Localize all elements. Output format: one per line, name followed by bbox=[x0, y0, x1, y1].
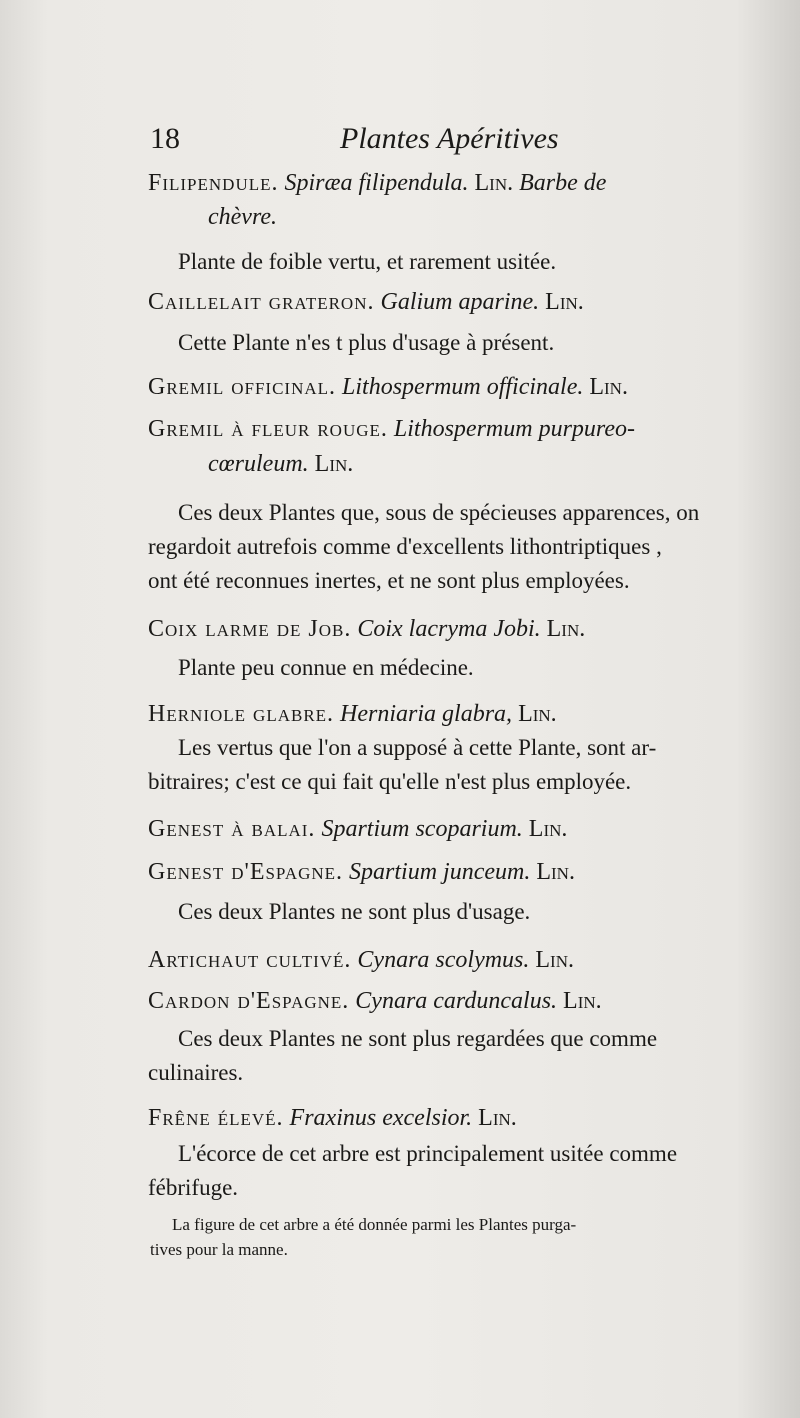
author-abbrev: Lin. bbox=[474, 170, 514, 196]
author-abbrev: Lin. bbox=[535, 947, 574, 973]
paragraph-5 bbox=[148, 731, 748, 799]
author-abbrev: Lin. bbox=[528, 816, 568, 842]
text-line: regardoit autrefois comme d'excellents lithontriptiques , bbox=[148, 534, 662, 559]
paragraph-1 bbox=[148, 245, 778, 279]
plant-name: Cardon d'Espagne. bbox=[148, 988, 350, 1014]
plant-name: Genest d'Espagne. bbox=[148, 859, 344, 885]
author-abbrev: Lin. bbox=[478, 1105, 517, 1131]
author-abbrev: Lin. bbox=[546, 616, 586, 642]
entry-genest-espagne bbox=[148, 855, 748, 889]
latin-name: Spartium scoparium. bbox=[321, 816, 523, 842]
entry-herniole bbox=[148, 697, 748, 731]
latin-name: Lithospermum officinale. bbox=[342, 374, 584, 400]
plant-name: Genest à balai. bbox=[148, 816, 316, 842]
paragraph-6 bbox=[148, 895, 778, 929]
author-abbrev: Lin. bbox=[563, 988, 602, 1014]
author-abbrev: Lin. bbox=[589, 374, 628, 400]
page-number: 18 bbox=[150, 122, 180, 155]
text-line: Plante de foible vertu, et rarement usitée. bbox=[178, 249, 557, 274]
entry-caillelait bbox=[148, 285, 748, 319]
text-line: Plante peu connue en médecine. bbox=[178, 655, 474, 680]
latin-name-cont: cœruleum. bbox=[208, 451, 309, 477]
paragraph-4 bbox=[148, 651, 778, 685]
latin-name: Spiræa filipendula. bbox=[284, 170, 469, 196]
latin-name: Herniaria glabra, bbox=[340, 701, 513, 727]
text-line: culinaires. bbox=[148, 1060, 244, 1085]
running-title: Plantes Apéritives bbox=[340, 122, 559, 155]
text-line: Ces deux Plantes ne sont plus d'usage. bbox=[178, 899, 531, 924]
plant-name: Herniole glabre. bbox=[148, 701, 335, 727]
text-line: bitraires; c'est ce qui fait qu'elle n'est plus employée. bbox=[148, 769, 632, 794]
paragraph-3 bbox=[148, 496, 748, 598]
entry-gremil-fleur-rouge-cont bbox=[148, 447, 800, 481]
latin-name: Coix lacryma Jobi. bbox=[357, 616, 541, 642]
text-line: L'écorce de cet arbre est principalement usitée comme bbox=[178, 1141, 678, 1166]
text-line: ont été reconnues inertes, et ne sont plus employées. bbox=[148, 568, 630, 593]
footnote bbox=[150, 1212, 752, 1262]
common-name: Barbe de bbox=[519, 170, 607, 196]
entry-gremil-officinal bbox=[148, 370, 748, 404]
author-abbrev: Lin. bbox=[314, 451, 354, 477]
entry-artichaut bbox=[148, 943, 748, 977]
plant-name: Gremil à fleur rouge. bbox=[148, 416, 388, 442]
entry-filipendule bbox=[148, 166, 748, 200]
paragraph-2 bbox=[148, 326, 778, 360]
latin-name: Spartium junceum. bbox=[349, 859, 531, 885]
author-abbrev: Lin. bbox=[518, 701, 557, 727]
plant-name: Caillelait grateron. bbox=[148, 289, 375, 315]
entry-frene bbox=[148, 1101, 748, 1135]
plant-name: Frêne élevé. bbox=[148, 1105, 284, 1131]
latin-name: Cynara carduncalus. bbox=[355, 988, 558, 1014]
entry-genest-balai bbox=[148, 812, 748, 846]
author-abbrev: Lin. bbox=[536, 859, 575, 885]
paragraph-8 bbox=[148, 1137, 748, 1205]
latin-name: Galium aparine. bbox=[380, 289, 540, 315]
latin-name: Fraxinus excelsior. bbox=[289, 1105, 473, 1131]
common-name-cont: chèvre. bbox=[208, 204, 278, 230]
footnote-line: tives pour la manne. bbox=[150, 1240, 288, 1259]
latin-name: Lithospermum purpureo- bbox=[393, 416, 636, 442]
entry-gremil-fleur-rouge bbox=[148, 412, 748, 446]
page-header bbox=[150, 122, 750, 162]
entry-coix bbox=[148, 612, 748, 646]
text-line: Ces deux Plantes ne sont plus regardées que comme bbox=[178, 1026, 658, 1051]
footnote-line: La figure de cet arbre a été donnée parmi les Plantes purga- bbox=[172, 1215, 577, 1234]
plant-name: Artichaut cultivé. bbox=[148, 947, 352, 973]
text-line: Ces deux Plantes que, sous de spécieuses apparences, on bbox=[178, 500, 700, 525]
text-line: fébrifuge. bbox=[148, 1175, 239, 1200]
plant-name: Coix larme de Job. bbox=[148, 616, 352, 642]
author-abbrev: Lin. bbox=[545, 289, 584, 315]
text-line: Cette Plante n'es t plus d'usage à présent. bbox=[178, 330, 555, 355]
entry-cardon bbox=[148, 984, 748, 1018]
entry-filipendule-cont bbox=[148, 200, 800, 234]
plant-name: Gremil officinal. bbox=[148, 374, 337, 400]
latin-name: Cynara scolymus. bbox=[357, 947, 530, 973]
plant-name: Filipendule. bbox=[148, 170, 279, 196]
text-line: Les vertus que l'on a supposé à cette Plante, sont ar- bbox=[178, 735, 657, 760]
paragraph-7 bbox=[148, 1022, 748, 1090]
